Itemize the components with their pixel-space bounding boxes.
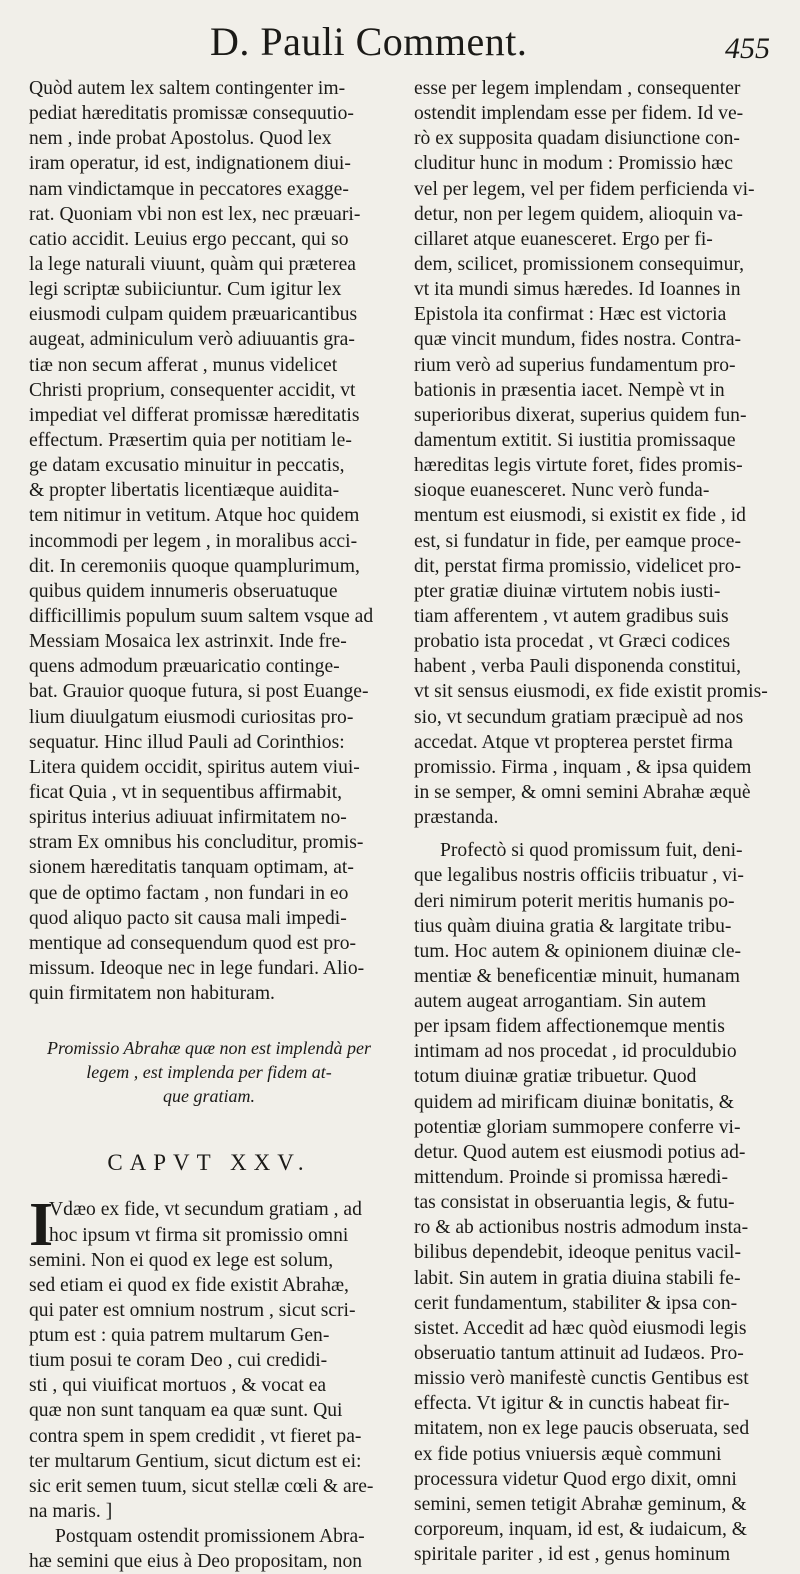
text-line: Promissio Abrahæ quæ non est implendà per: [46, 1038, 371, 1059]
text-line: que de optimo factam , non fundari in eo: [29, 882, 349, 904]
text-line: dem, scilicet, promissionem consequimur,: [414, 253, 745, 275]
text-line: Vdæo ex fide, vt secundum gratiam , ad: [49, 1199, 362, 1221]
text-line: Quòd autem lex saltem contingenter im-: [29, 78, 346, 99]
drop-capital: I: [29, 1191, 54, 1260]
text-line: mitatem, non ex lege paucis obseruata, sed: [414, 1418, 750, 1440]
left-paragraph-2: [29, 1191, 389, 1574]
text-line: effectum. Præsertim quia per notitiam le-: [29, 429, 352, 451]
left-paragraph-1: [29, 76, 389, 1006]
text-line: mentiæ & beneficentiæ minuit, humanam: [414, 965, 740, 987]
text-line: tem nitimur in vetitum. Atque hoc quidem: [29, 505, 360, 527]
text-line: quæ non sunt tanquam ea quæ sunt. Qui: [29, 1400, 343, 1422]
text-line: mentique ad consequendum quod est pro-: [29, 932, 357, 954]
text-line: ostendit implendam esse per fidem. Id ve-: [414, 103, 744, 125]
text-line: quidem ad mirificam diuinæ bonitatis, &: [414, 1091, 734, 1113]
text-line: vt ita mundi simus hæredes. Id Ioannes in: [414, 279, 741, 301]
text-line: que legalibus nostris officiis tribuatur , vi-: [414, 865, 744, 887]
text-line: Messiam Mosaica lex astrinxit. Inde fre-: [29, 631, 347, 653]
text-line: lium diuulgatum eiusmodi curiositas pro-: [29, 706, 354, 728]
text-line: impediat vel differat promissæ hæreditatis: [29, 404, 360, 426]
text-line: dit, perstat firma promissio, videlicet pro-: [414, 555, 742, 577]
text-line: ex fide potius vniuersis æquè communi: [414, 1443, 722, 1465]
text-line: mittendum. Proinde si promissa hæredi-: [414, 1167, 729, 1189]
text-line: potentiæ gloriam summopere conferre vi-: [414, 1116, 741, 1138]
text-line: deri nimirum poterit meritis humanis po-: [414, 890, 735, 912]
text-line: sistet. Accedit ad hæc quòd eiusmodi legis: [414, 1317, 747, 1339]
text-line: spiritus interius adiuuat infirmitatem no-: [29, 807, 347, 829]
text-line: præstanda.: [414, 807, 499, 829]
text-line: damentum extitit. Si iustitia promissaque: [414, 429, 736, 451]
text-line: tum. Hoc autem & opinionem diuinæ cle-: [414, 940, 742, 962]
text-line: Postquam ostendit promissionem Abra-: [55, 1526, 365, 1548]
text-line: detur, non per legem quidem, alioquin va-: [414, 203, 743, 225]
text-line: effecta. Vt igitur & in cunctis habeat fir-: [414, 1393, 730, 1415]
text-line: stram Ex omnibus his concluditur, promis-: [29, 832, 364, 854]
text-line: ter multarum Gentium, sicut dictum est ei:: [29, 1450, 362, 1472]
text-line: bationis in præsentia iacet. Nempè vt in: [414, 379, 725, 401]
chapter-rubric: [29, 1036, 389, 1108]
right-paragraph-2: [414, 838, 770, 1567]
text-line: qui pater est omnium nostrum , sicut scri-: [29, 1299, 356, 1321]
text-line: vt sit sensus eiusmodi, ex fide existit promis-: [414, 681, 768, 703]
text-line: & propter libertatis licentiæque auidita-: [29, 480, 340, 502]
page-number: 455: [725, 32, 770, 65]
text-line: sionem hæreditatis tanquam optimam, at-: [29, 857, 354, 879]
text-line: cerit fundamentum, stabiliter & ipsa con-: [414, 1292, 738, 1314]
text-line: ro & ab actionibus nostris admodum insta-: [414, 1217, 749, 1239]
text-line: tiæ non secum afferat , munus videlicet: [29, 354, 338, 376]
text-line: legem , est implenda per fidem at-: [86, 1062, 332, 1083]
text-line: ficat Quia , vt in sequentibus affirmabit,: [29, 781, 343, 803]
text-line: cluditur hunc in modum : Promissio hæc: [414, 153, 733, 175]
text-line: quod aliquo pacto sit causa mali impedi-: [29, 907, 347, 929]
text-line: nem , inde probat Apostolus. Quod lex: [29, 128, 332, 150]
text-line: missio verò manifestè cunctis Gentibus est: [414, 1368, 749, 1390]
text-line: cillaret atque euanesceret. Ergo per fi-: [414, 228, 713, 250]
text-line: obseruatio tantum attinuit ad Iudæos. Pro-: [414, 1343, 744, 1365]
chapter-heading: CAPVT XXV.: [107, 1150, 311, 1176]
text-line: labit. Sin autem in gratia diuina stabili fe-: [414, 1267, 741, 1289]
text-line: na maris. ]: [29, 1501, 113, 1523]
text-line: rium verò ad superius fundamentum pro-: [414, 354, 736, 376]
left-column: [29, 76, 389, 1574]
text-line: rat. Quoniam vbi non est lex, nec præuari-: [29, 203, 361, 225]
text-line: difficillimis populum suum saltem vsque ad: [29, 605, 374, 627]
text-line: rò ex supposita quadam disiunctione con-: [414, 128, 740, 150]
text-line: iram operatur, id est, indignationem diui-: [29, 153, 351, 175]
text-line: quæ vincit mundum, fides nostra. Contra-: [414, 329, 742, 351]
text-line: sio, vt secundum gratiam præcipuè ad nos: [414, 706, 744, 728]
text-line: incommodi per legem , in moralibus acci-: [29, 530, 358, 552]
text-line: corporeum, inquam, id est, & iudaicum, &: [414, 1519, 748, 1541]
text-line: semini. Non ei quod ex lege est solum,: [29, 1249, 334, 1271]
text-line: legi scriptæ subiiciuntur. Cum igitur lex: [29, 279, 342, 301]
text-line: ptum est : quia patrem multarum Gen-: [29, 1325, 330, 1347]
text-line: accedat. Atque vt propterea perstet firma: [414, 731, 733, 753]
text-line: hæreditas legis virtute foret, fides promis-: [414, 455, 743, 477]
text-line: mentum est eiusmodi, si existit ex fide , id: [414, 505, 746, 527]
text-line: autem augeat arrogantiam. Sin autem: [414, 991, 707, 1013]
text-line: catio accidit. Leuius ergo peccant, qui so: [29, 228, 349, 250]
text-line: sti , qui viuificat mortuos , & vocat ea: [29, 1375, 327, 1397]
running-head: [0, 8, 800, 74]
text-line: esse per legem implendam , consequenter: [414, 78, 741, 99]
text-line: vel per legem, vel per fidem perficienda vi-: [414, 178, 755, 200]
text-line: quin firmitatem non habituram.: [29, 983, 275, 1005]
text-line: in se semper, & omni semini Abrahæ æquè: [414, 781, 751, 803]
text-line: Profectò si quod promissum fuit, deni-: [440, 840, 743, 862]
right-paragraph-1: [414, 76, 770, 830]
text-line: tiam afferentem , vt autem gradibus suis: [414, 605, 729, 627]
text-line: Epistola ita confirmat : Hæc est victoria: [414, 304, 727, 326]
text-line: spiritale pariter , id est , genus hominum: [414, 1544, 731, 1566]
text-line: bat. Grauior quoque futura, si post Euange-: [29, 681, 369, 703]
text-line: sed etiam ei quod ex fide existit Abrahæ,: [29, 1274, 349, 1296]
text-line: intimam ad nos procedat , id proculdubio: [414, 1041, 737, 1063]
text-line: Christi proprium, consequenter accidit, vt: [29, 379, 356, 401]
text-line: la lege naturali viuunt, quàm qui præterea: [29, 253, 356, 275]
text-line: pediat hæreditatis promissæ consequutio-: [29, 103, 354, 125]
text-line: que gratiam.: [163, 1086, 255, 1107]
text-line: tium posui te coram Deo , cui credidi-: [29, 1350, 328, 1372]
text-line: hæ semini que eius à Deo propositam, non: [29, 1551, 363, 1573]
text-line: est, si fundatur in fide, per eamque proce-: [414, 530, 741, 552]
text-line: processura videtur Quod ergo dixit, omni: [414, 1468, 737, 1490]
text-line: sioque euanesceret. Nunc verò funda-: [414, 480, 710, 502]
text-line: contra spem in spem credidit , vt fieret pa-: [29, 1425, 362, 1447]
text-line: pter gratiæ diuinæ virtutem nobis iusti-: [414, 580, 721, 602]
text-line: bilibus dependebit, ideoque penitus vacil-: [414, 1242, 742, 1264]
text-line: quibus quidem innumeris obseruatuque: [29, 580, 338, 602]
text-line: sequatur. Hinc illud Pauli ad Corinthios:: [29, 731, 345, 753]
text-line: semini, semen tetigit Abrahæ geminum, &: [414, 1493, 747, 1515]
text-line: ge datam excusatio minuitur in peccatis,: [29, 455, 345, 477]
text-line: dit. In ceremoniis quoque quamplurimum,: [29, 555, 360, 577]
text-line: nam vindictamque in peccatores exagge-: [29, 178, 349, 200]
text-line: promissio. Firma , inquam , & ipsa quidem: [414, 756, 752, 778]
text-line: probatio ista procedat , vt Græci codices: [414, 631, 731, 653]
text-line: augeat, adminiculum verò adiuuantis gra-: [29, 329, 355, 351]
text-line: superioribus dixerat, superius quidem fun-: [414, 404, 747, 426]
text-line: sic erit semen tuum, sicut stellæ cœli & are-: [29, 1475, 374, 1497]
running-title: D. Pauli Comment.: [210, 19, 528, 64]
text-line: missum. Ideoque nec in lege fundari. Alio-: [29, 957, 365, 979]
text-line: habent , verba Pauli disponenda constitui,: [414, 656, 742, 678]
text-line: detur. Quod autem est eiusmodi potius ad-: [414, 1141, 746, 1163]
text-line: totum diuinæ gratiæ tribuetur. Quod: [414, 1066, 697, 1088]
right-column: [414, 76, 770, 1567]
text-line: quens admodum præuaricatio continge-: [29, 656, 340, 678]
text-line: tius quàm diuina gratia & largitate tribu-: [414, 915, 732, 937]
text-line: per ipsam fidem affectionemque mentis: [414, 1016, 725, 1038]
text-line: hoc ipsum vt firma sit promissio omni: [49, 1224, 349, 1246]
text-line: eiusmodi culpam quidem præuaricantibus: [29, 304, 358, 326]
text-line: tas consistat in obseruantia legis, & futu-: [414, 1192, 735, 1214]
text-line: Litera quidem occidit, spiritus autem viui-: [29, 756, 360, 778]
